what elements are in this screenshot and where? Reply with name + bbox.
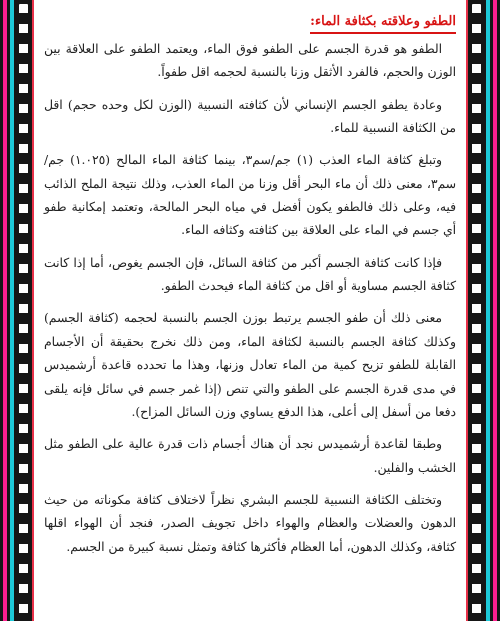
left-pink-stripe xyxy=(3,0,7,621)
paragraph-sink-float: فإذا كانت كثافة الجسم أكبر من كثافة السائل، فإن الجسم يغوص، أما إذا كانت كثافة الجسم مساوية أو اقل من كثافة الماء فيحدث الطفو. xyxy=(44,255,456,294)
right-red-edge xyxy=(466,0,468,621)
right-pink-stripe xyxy=(493,0,497,621)
paragraph-body-composition: وتختلف الكثافة النسبية للجسم البشري نظراً لاختلاف كثافة مكوناته من حيث الدهون والعضلات والعظام والهواء داخل تجويف الصدر، فنجد أن الهواء اقلها كثافة، وكذلك الدهون، أما العظام فأكثرها كثافة وتمثل نسبة كبيرة من الجسم. xyxy=(44,492,456,554)
right-cyan-stripe xyxy=(486,0,490,621)
right-film-holes xyxy=(472,4,481,617)
left-film-border xyxy=(0,0,34,621)
left-cyan-stripe xyxy=(10,0,14,621)
paragraph-archimedes: معنى ذلك أن طفو الجسم يرتبط بوزن الجسم بالنسبة لحجمه (كثافة الجسم) وكذلك كثافة الجسم بالنسبة لكثافة الماء، ومن ذلك نخرج بحقيقة أن الأجسام القابلة للطفو تزيح كمية من الماء تعادل وزنها، وهذا ما تحدده قاعدة أرشميدس في مدى قدرة الجسم على الطفو والتي تنص (إذا غمر جسم في سائل فإنه يلقى دفعا من أسفل إلى أعلى، هذا الدفع يساوي وزن السائل المزاح). xyxy=(44,311,456,419)
left-red-edge xyxy=(32,0,34,621)
paragraph-human-body: وعادة يطفو الجسم الإنساني لأن كثافته النسبية (الوزن لكل وحده حجم) اقل من الكثافة النسبية للماء. xyxy=(44,97,456,135)
section-title: الطفو وعلاقته بكثافة الماء: xyxy=(310,13,456,34)
paragraph-definition: الطفو هو قدرة الجسم على الطفو فوق الماء، ويعتمد الطفو على العلاقة بين الوزن والحجم، فالفرد الأثقل وزنا بالنسبة لحجمه اقل طفواً. xyxy=(44,41,456,80)
right-film-border xyxy=(466,0,500,621)
paragraph-water-density: وتبلغ كثافة الماء العذب (١) جم/سم٣، بينما كثافة الماء المالح (١.٠٢٥) جم/سم٣، معنى ذلك أن ماء البحر أقل وزنا من الماء العذب، وذلك نتيجة الملح الذائب فيه، وعلى ذلك فالطفو يكون أفضل في مياه البحر المالحة، وتعتمد إمكانية طفو أي جسم في الماء على العلاقة بين كثافته وكثافه الماء. xyxy=(44,153,456,238)
paragraph-examples: وطبقا لقاعدة أرشميدس نجد أن هناك أجسام ذات قدرة عالية على الطفو مثل الخشب والفلين. xyxy=(44,437,456,475)
left-film-holes xyxy=(19,4,28,617)
document-body xyxy=(38,0,462,621)
